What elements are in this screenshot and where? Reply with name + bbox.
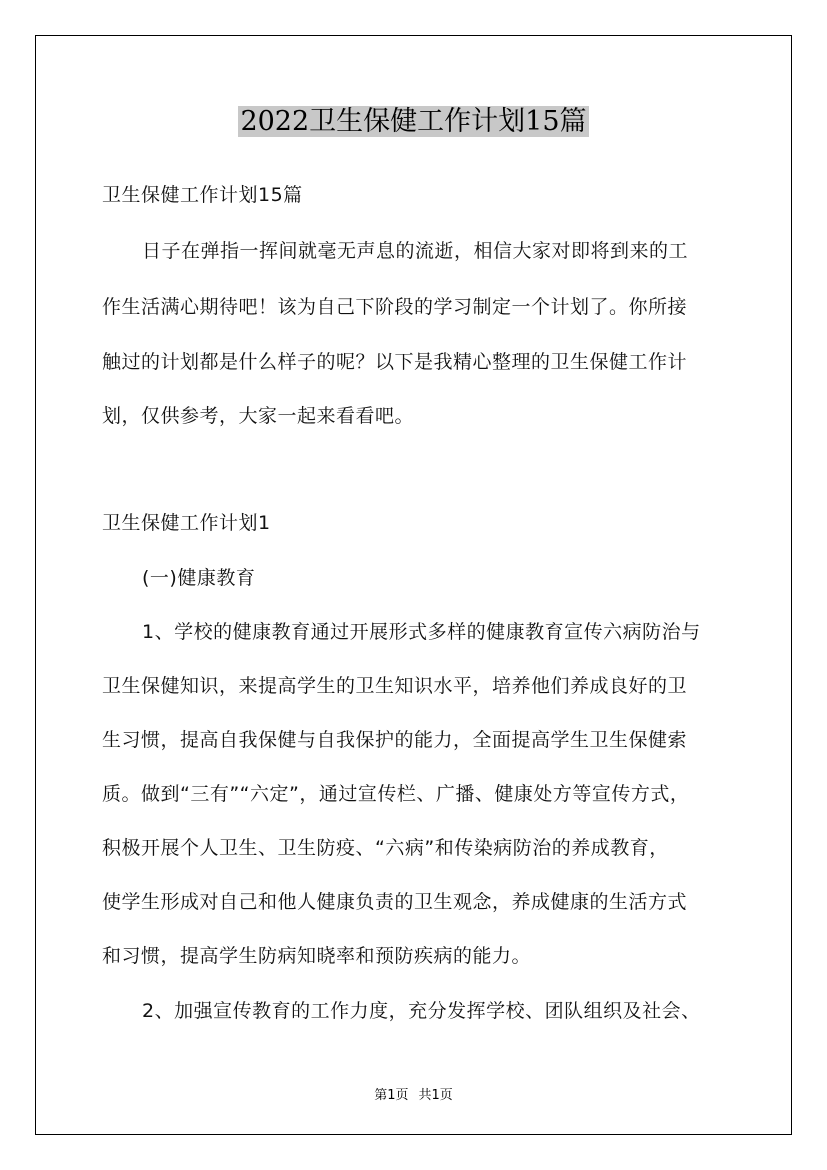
paragraph-line: 质。做到“三有”“六定”，通过宣传栏、广播、健康处方等宣传方式， <box>102 783 690 805</box>
document-title-wrap <box>0 104 827 140</box>
page-total: 共1页 <box>418 1088 453 1103</box>
paragraph-line: 和习惯，提高学生防病知晓率和预防疾病的能力。 <box>102 945 532 967</box>
paragraph-line: 卫生保健知识，来提高学生的卫生知识水平，培养他们养成良好的卫 <box>102 675 688 697</box>
paragraph-line: 2、加强宣传教育的工作力度，充分发挥学校、团队组织及社会、 <box>142 1000 701 1022</box>
page-footer <box>0 1084 827 1103</box>
paragraph-line: 生习惯，提高自我保健与自我保护的能力，全面提高学生卫生保健索 <box>102 729 688 751</box>
document-subtitle: 卫生保健工作计划15篇 <box>102 184 303 206</box>
page-number: 第1页 <box>374 1088 409 1103</box>
paragraph-line: 使学生形成对自己和他人健康负责的卫生观念，养成健康的生活方式 <box>102 891 688 913</box>
intro-line: 划，仅供参考，大家一起来看看吧。 <box>102 405 415 427</box>
paragraph-line: 积极开展个人卫生、卫生防疫、“六病”和传染病防治的养成教育， <box>102 837 669 859</box>
intro-line: 日子在弹指一挥间就毫无声息的流逝，相信大家对即将到来的工 <box>142 240 689 262</box>
subheading: (一)健康教育 <box>142 567 256 589</box>
paragraph-line: 1、学校的健康教育通过开展形式多样的健康教育宣传六病防治与 <box>142 621 701 643</box>
section-heading: 卫生保健工作计划1 <box>102 512 271 534</box>
intro-line: 触过的计划都是什么样子的呢？以下是我精心整理的卫生保健工作计 <box>102 351 688 373</box>
intro-line: 作生活满心期待吧！该为自己下阶段的学习制定一个计划了。你所接 <box>102 296 688 318</box>
document-title: 2022卫生保健工作计划15篇 <box>240 106 587 137</box>
